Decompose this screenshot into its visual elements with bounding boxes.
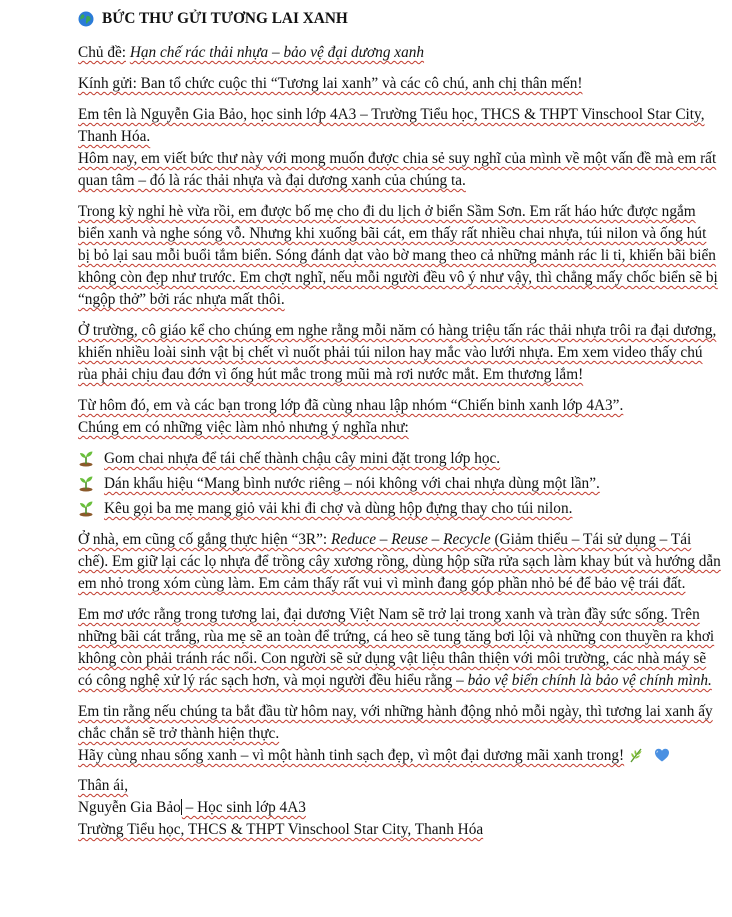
- subject-value: Hạn chế rác thải nhựa – bảo vệ đại dương xanh: [129, 44, 425, 61]
- group-paragraph: [78, 395, 722, 439]
- closing: Thân ái,: [78, 777, 129, 794]
- list-item: [77, 448, 722, 470]
- group-line-1: Từ hôm đó, em và các bạn trong lớp đã cùng nhau lập nhóm “Chiến binh xanh lớp 4A3”.: [78, 397, 624, 414]
- sprout-icon: [77, 449, 95, 467]
- signature-block: [78, 775, 722, 841]
- belief-line-2-row: [78, 745, 722, 767]
- greeting: Kính gửi: Ban tổ chức cuộc thi “Tương lai xanh” và các cô chú, anh chị thân mến!: [78, 75, 583, 92]
- signature-role: – Học sinh lớp 4A3: [181, 799, 306, 816]
- sprout-icon: [77, 499, 95, 517]
- action-item-2: Dán khẩu hiệu “Mang bình nước riêng – nói không với chai nhựa dùng một lần”.: [104, 475, 600, 492]
- subject-line: [78, 42, 722, 64]
- list-item: [77, 498, 722, 520]
- belief-line-1: Em tin rằng nếu chúng ta bắt đầu từ hôm nay, với những hành động nhỏ mỗi ngày, thì tương lai xanh ấy chắc chắn sẽ trở thành hiện thực.: [78, 703, 713, 742]
- belief-line-2: Hãy cùng nhau sống xanh – vì một hành tinh sạch đẹp, vì một đại dương mãi xanh trong!: [78, 747, 625, 764]
- intro-line-2: Hôm nay, em viết bức thư này với mong muốn được chia sẻ suy nghĩ của mình về một vấn đề mà em rất quan tâm – đó là rác thải nhựa và đại dương xanh của chúng ta.: [78, 150, 717, 189]
- intro-line-1: Em tên là Nguyễn Gia Bảo, học sinh lớp 4A3 – Trường Tiểu học, THCS & THPT Vinschool Star City, Thanh Hóa.: [78, 106, 705, 145]
- letter-title-row: [78, 6, 722, 32]
- home-text-1: Ở nhà, em cũng cố gắng thực hiện “3R”:: [78, 531, 331, 548]
- home-3r: Reduce – Reuse – Recycle: [330, 531, 491, 548]
- dream-italic: bảo vệ biển chính là bảo vệ chính mình.: [467, 672, 712, 689]
- blue-heart-icon: [654, 747, 670, 763]
- letter-title: BỨC THƯ GỬI TƯƠNG LAI XANH: [102, 10, 348, 27]
- intro-paragraph: [78, 104, 722, 192]
- action-item-1: Gom chai nhựa để tái chế thành chậu cây mini đặt trong lớp học.: [104, 450, 501, 467]
- dream-text: Em mơ ước rằng trong tương lai, đại dương Việt Nam sẽ trở lại trong xanh và tràn đầy sức sống. Trên những bãi cát trắng, rùa mẹ sẽ an toàn để trứng, cá heo sẽ tung tăng bơi lội và những con thuyền ra khơi không còn phải tránh rác nổi. Con người sẽ sử dụng vật liệu thân thiện với môi trường, các nhà máy sẽ có công nghệ xử lý rác sạch hơn, và mọi người đều hiểu rằng –: [78, 606, 715, 689]
- list-item: [77, 473, 722, 495]
- signature-school: Trường Tiểu học, THCS & THPT Vinschool Star City, Thanh Hóa: [78, 821, 484, 838]
- subject-label: Chủ đề:: [78, 44, 127, 61]
- beach-paragraph: Trong kỳ nghỉ hè vừa rồi, em được bố mẹ cho đi du lịch ở biển Sầm Sơn. Em rất háo hức được ngắm biển xanh và nghe sóng vỗ. Nhưng khi xuống bãi cát, em thấy rất nhiều chai nhựa, túi nilon và ống hút bị bỏ lại sau mỗi buổi tắm biển. Sóng đánh dạt vào bờ mang theo cả những mảnh rác li ti, khiến bãi biển không còn đẹp như trước. Em chợt nghĩ, nếu mỗi người đều vô ý như vậy, thì chẳng mấy chốc biển sẽ bị “ngộp thở” bởi rác nhựa mất thôi.: [78, 203, 718, 308]
- group-line-2: Chúng em có những việc làm nhỏ nhưng ý nghĩa như:: [78, 419, 409, 436]
- school-paragraph: Ở trường, cô giáo kể cho chúng em nghe rằng mỗi năm có hàng triệu tấn rác thải nhựa trôi ra đại dương, khiến nhiều loài sinh vật bị chết vì nuốt phải túi nilon hay mắc vào lưới nhựa. Em xem video thấy chú rùa phải chịu đau đớn vì ống hút mắc trong mũi mà rơi nước mắt. Em thương lắm!: [78, 322, 717, 383]
- home-paragraph: [78, 529, 722, 595]
- globe-icon: [78, 11, 94, 27]
- sprout-icon: [77, 474, 95, 492]
- dream-paragraph: [78, 604, 722, 692]
- action-list: [77, 448, 722, 520]
- herb-icon: [628, 747, 644, 763]
- signature-name: Nguyễn Gia Bảo: [78, 799, 181, 816]
- belief-paragraph: [78, 701, 722, 767]
- home-text-2: (Giảm thiểu – Tái sử dụng – Tái chế). Em giữ lại các lọ nhựa để trồng cây xương rồng, dùng hộp sữa rửa sạch làm khay bút và hướng dẫn em nhỏ trong xóm cùng làm. Em cảm thấy rất vui vì mình đang góp phần nhỏ bé để bảo vệ trái đất.: [78, 531, 721, 592]
- signature-line: [78, 797, 722, 819]
- action-item-3: Kêu gọi ba mẹ mang giỏ vải khi đi chợ và dùng hộp đựng thay cho túi nilon.: [104, 500, 573, 517]
